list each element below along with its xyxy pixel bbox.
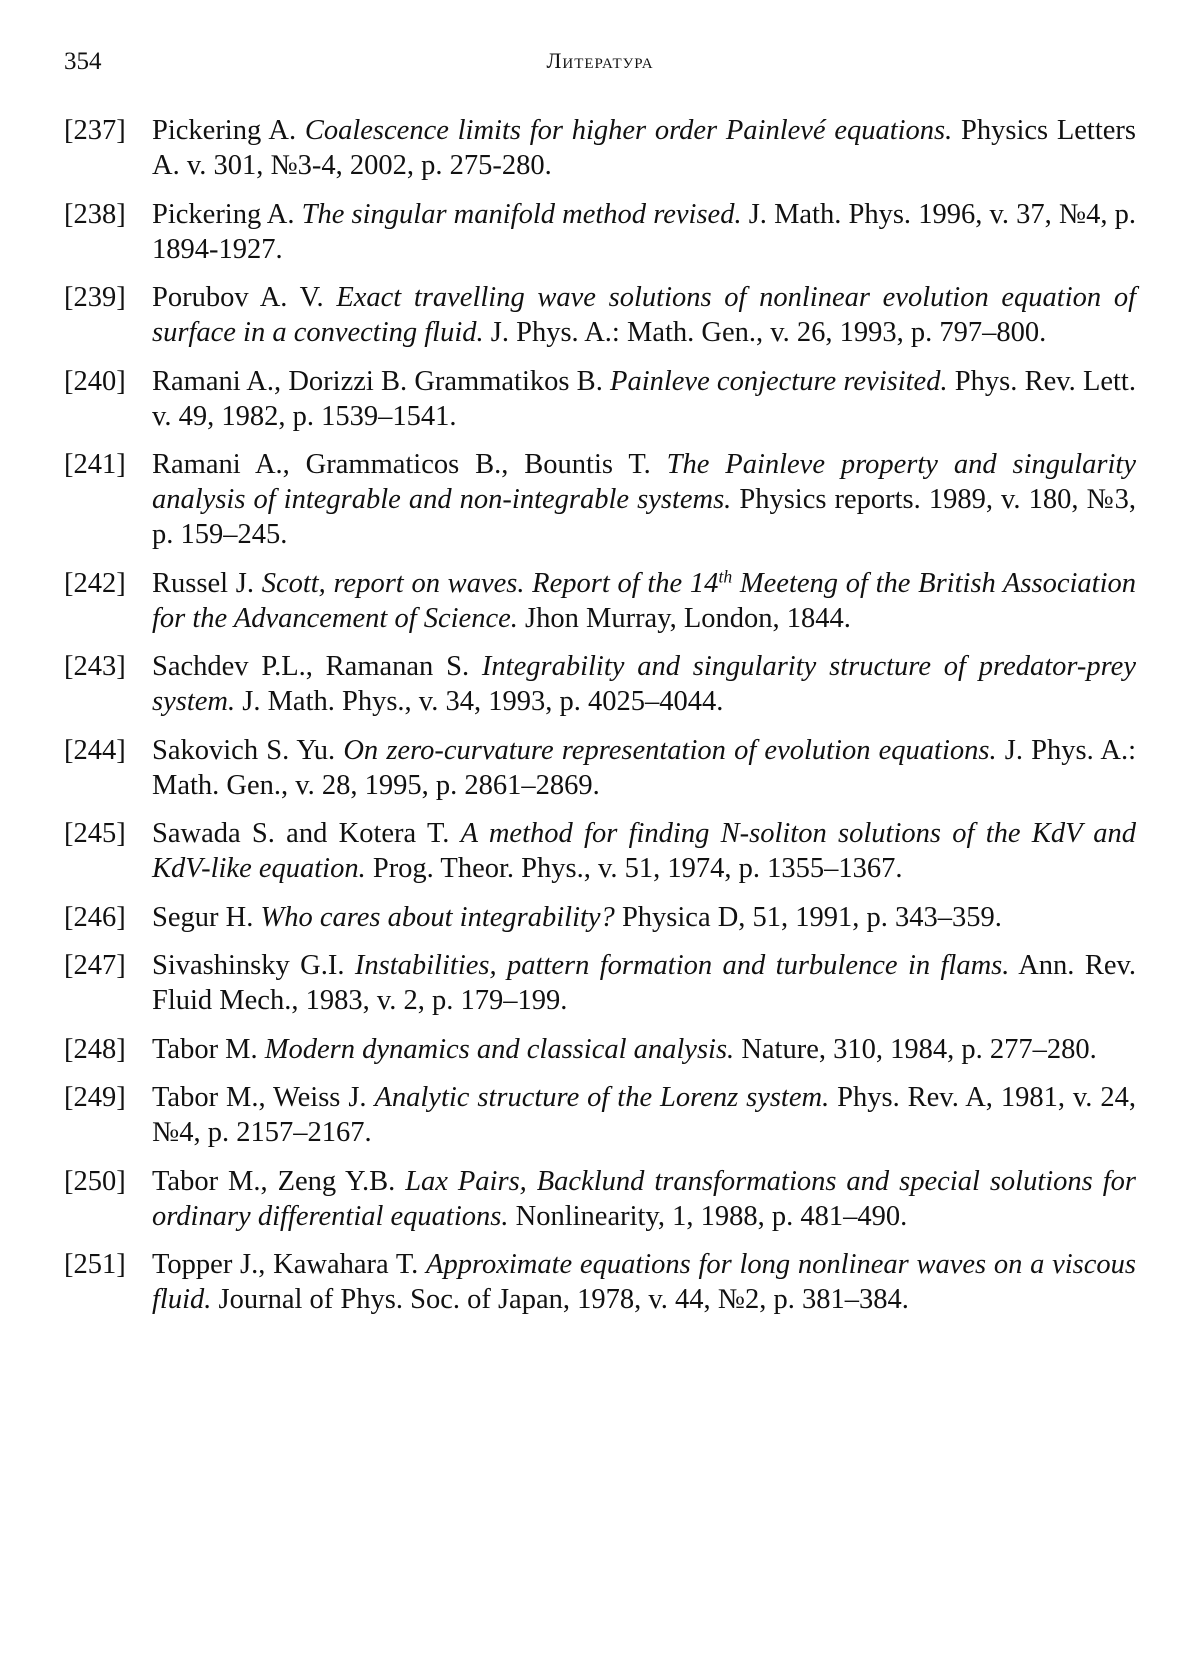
reference-source: Phys. Rev. Lett. v. 49, 1982, p. 1539–1541.: [152, 366, 1136, 432]
reference-text: [152, 113, 1136, 183]
reference-authors: Segur H.: [152, 902, 260, 933]
running-head: [64, 48, 1136, 84]
reference-number: [240]: [64, 364, 152, 434]
reference-source: J. Phys. A.: Math. Gen., v. 26, 1993, p. 797–800.: [484, 317, 1047, 348]
reference-title: Approximate equations for long nonlinear waves on a viscous fluid.: [152, 1249, 1136, 1315]
reference-source: Nature, 310, 1984, p. 277–280.: [734, 1034, 1097, 1065]
section-title: Литература: [64, 48, 1136, 74]
reference-title: Who cares about integrability?: [260, 902, 614, 933]
reference-list: [64, 113, 1136, 1331]
reference-source: Physics reports. 1989, v. 180, №3, p. 159–245.: [152, 484, 1136, 550]
reference-source: Physics Letters A. v. 301, №3-4, 2002, p. 275-280.: [152, 115, 1136, 181]
reference-text: [152, 649, 1136, 719]
reference-text: [152, 280, 1136, 350]
reference-number: [247]: [64, 948, 152, 1018]
reference-source: Journal of Phys. Soc. of Japan, 1978, v. 44, №2, p. 381–384.: [211, 1284, 908, 1315]
reference-authors: Sawada S. and Kotera T.: [152, 818, 461, 849]
reference-text: [152, 364, 1136, 434]
reference-authors: Ramani A., Grammaticos B., Bountis T.: [152, 449, 667, 480]
reference-source: Nonlinearity, 1, 1988, p. 481–490.: [509, 1201, 908, 1232]
reference-number: [245]: [64, 816, 152, 886]
reference-number: [251]: [64, 1247, 152, 1317]
reference-source: J. Phys. A.: Math. Gen., v. 28, 1995, p. 2861–2869.: [152, 735, 1136, 801]
reference-title: Instabilities, pattern formation and turbulence in flams.: [355, 950, 1010, 981]
reference-text: [152, 816, 1136, 886]
reference-item: [64, 900, 1136, 935]
reference-text: [152, 1032, 1136, 1067]
reference-item: [64, 733, 1136, 803]
reference-item: [64, 566, 1136, 636]
reference-title: Coalescence limits for higher order Painlevé equations.: [305, 115, 952, 146]
reference-item: [64, 113, 1136, 183]
reference-source: Physica D, 51, 1991, p. 343–359.: [615, 902, 1002, 933]
reference-title: The singular manifold method revised.: [302, 199, 742, 230]
reference-item: [64, 364, 1136, 434]
reference-number: [242]: [64, 566, 152, 636]
reference-authors: Tabor M., Weiss J.: [152, 1082, 374, 1113]
reference-authors: Ramani A., Dorizzi B. Grammatikos B.: [152, 366, 610, 397]
reference-title: The Painleve property and singularity analysis of integrable and non-integrable systems.: [152, 449, 1136, 515]
reference-authors: Russel J.: [152, 568, 262, 599]
reference-text: [152, 1164, 1136, 1234]
reference-title-part: Scott, report on waves. Report of the 14: [262, 568, 719, 599]
reference-number: [250]: [64, 1164, 152, 1234]
reference-number: [243]: [64, 649, 152, 719]
reference-number: [237]: [64, 113, 152, 183]
reference-title: A method for finding N-soliton solutions of the KdV and KdV-like equation.: [152, 818, 1136, 884]
reference-text: [152, 900, 1136, 935]
reference-text: [152, 197, 1136, 267]
reference-authors: Pickering A.: [152, 199, 302, 230]
page-number: 354: [64, 48, 102, 76]
reference-item: [64, 816, 1136, 886]
reference-source: Prog. Theor. Phys., v. 51, 1974, p. 1355–1367.: [366, 853, 903, 884]
reference-number: [244]: [64, 733, 152, 803]
reference-item: [64, 197, 1136, 267]
reference-number: [239]: [64, 280, 152, 350]
reference-source: Ann. Rev. Fluid Mech., 1983, v. 2, p. 179–199.: [152, 950, 1136, 1016]
reference-title: On zero-curvature representation of evolution equations.: [343, 735, 996, 766]
book-page: [0, 0, 1200, 1670]
reference-authors: Tabor M., Zeng Y.B.: [152, 1166, 405, 1197]
reference-item: [64, 1080, 1136, 1150]
reference-title: Integrability and singularity structure of predator-prey system.: [152, 651, 1136, 717]
reference-authors: Pickering A.: [152, 115, 305, 146]
reference-text: [152, 566, 1136, 636]
reference-item: [64, 1247, 1136, 1317]
reference-title: Modern dynamics and classical analysis.: [265, 1034, 734, 1065]
reference-title: Analytic structure of the Lorenz system.: [374, 1082, 829, 1113]
reference-title: Meeteng of the British Association for the Advancement of Science.: [152, 568, 1136, 634]
reference-authors: Sachdev P.L., Ramanan S.: [152, 651, 482, 682]
reference-authors: Sivashinsky G.I.: [152, 950, 355, 981]
reference-authors: Tabor M.: [152, 1034, 265, 1065]
reference-source: J. Math. Phys., v. 34, 1993, p. 4025–4044.: [235, 686, 723, 717]
reference-item: [64, 649, 1136, 719]
reference-title: Painleve conjecture revisited.: [610, 366, 948, 397]
reference-source: J. Math. Phys. 1996, v. 37, №4, p. 1894-1927.: [152, 199, 1136, 265]
reference-title: Lax Pairs, Backlund transformations and special solutions for ordinary differential equations.: [152, 1166, 1136, 1232]
reference-item: [64, 1032, 1136, 1067]
reference-source: Jhon Murray, London, 1844.: [518, 603, 851, 634]
reference-number: [248]: [64, 1032, 152, 1067]
reference-item: [64, 280, 1136, 350]
reference-number: [238]: [64, 197, 152, 267]
reference-text: [152, 447, 1136, 552]
reference-text: [152, 1080, 1136, 1150]
reference-text: [152, 948, 1136, 1018]
superscript: th: [718, 566, 732, 586]
reference-title: Exact travelling wave solutions of nonlinear evolution equation of surface in a convecting fluid.: [152, 282, 1136, 348]
reference-item: [64, 447, 1136, 552]
reference-source: Phys. Rev. A, 1981, v. 24, №4, p. 2157–2167.: [152, 1082, 1136, 1148]
reference-number: [246]: [64, 900, 152, 935]
reference-text: [152, 733, 1136, 803]
reference-item: [64, 948, 1136, 1018]
reference-authors: Porubov A. V.: [152, 282, 336, 313]
reference-number: [249]: [64, 1080, 152, 1150]
reference-authors: Topper J., Kawahara T.: [152, 1249, 426, 1280]
reference-text: [152, 1247, 1136, 1317]
reference-authors: Sakovich S. Yu.: [152, 735, 343, 766]
reference-number: [241]: [64, 447, 152, 552]
reference-item: [64, 1164, 1136, 1234]
